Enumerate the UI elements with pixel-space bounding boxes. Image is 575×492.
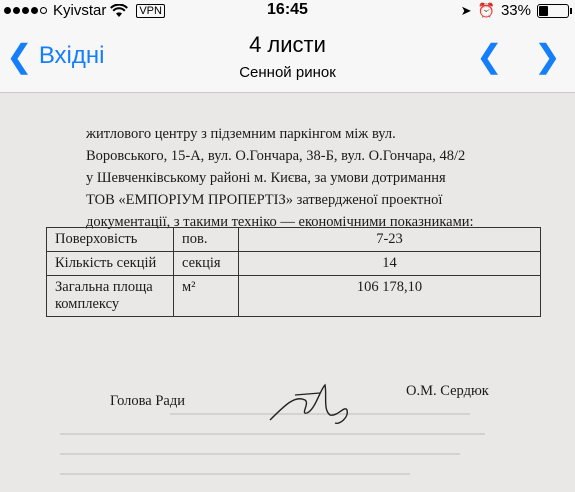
indicator-value: 7-23: [239, 228, 541, 252]
indicator-name: Загальна площа комплексу: [47, 276, 174, 317]
table-row: [47, 276, 541, 317]
thread-subject: Сенной ринок: [239, 64, 336, 81]
message-count-title: 4 листи: [249, 32, 326, 57]
indicator-value: 106 178,10: [239, 276, 541, 317]
status-bar: [0, 0, 575, 22]
indicator-unit: м²: [174, 276, 239, 317]
next-message-button[interactable]: ❯: [534, 38, 561, 74]
indicator-unit: пов.: [174, 228, 239, 252]
indicator-name: Поверховість: [47, 228, 174, 252]
signer-title: Голова Ради: [110, 393, 186, 409]
previous-message-button[interactable]: ❮: [476, 38, 503, 74]
paragraph-line: ТОВ «ЕМПОРІУМ ПРОПЕРТІЗ» затвердженої проектної: [86, 192, 443, 208]
navigation-bar: [0, 22, 575, 93]
handwritten-signature: [265, 375, 365, 435]
battery-percent: 33%: [500, 2, 531, 19]
paragraph-line: Воровського, 15-А, вул. О.Гончара, 38-Б, вул. О.Гончара, 48/2: [86, 148, 466, 164]
carrier-name: Kyivstar: [53, 2, 107, 19]
battery-icon: [537, 4, 569, 18]
vpn-badge: VPN: [136, 4, 165, 18]
paragraph-line: документації, з такими техніко — економічними показниками:: [86, 214, 474, 230]
indicator-name: Кількість секцій: [47, 252, 174, 276]
status-right: [461, 2, 569, 19]
indicator-value: 14: [239, 252, 541, 276]
back-label: Вхідні: [38, 42, 105, 69]
paragraph-line: житлового центру з підземним паркінгом між вул.: [86, 126, 396, 142]
indicator-unit: секція: [174, 252, 239, 276]
paragraph-line: у Шевченківському районі м. Києва, за умови дотримання: [86, 170, 446, 186]
alarm-icon: ⏰: [477, 2, 495, 18]
scanned-document[interactable]: [0, 93, 575, 492]
location-icon: ➤: [460, 2, 472, 18]
chevron-left-icon: ❮: [6, 38, 33, 74]
signer-name: О.М. Сердюк: [406, 383, 489, 399]
table-row: [47, 252, 541, 276]
indicators-table: [46, 227, 541, 317]
table-row: [47, 228, 541, 252]
document-paragraph: [86, 123, 506, 233]
clock: 16:45: [267, 1, 308, 18]
